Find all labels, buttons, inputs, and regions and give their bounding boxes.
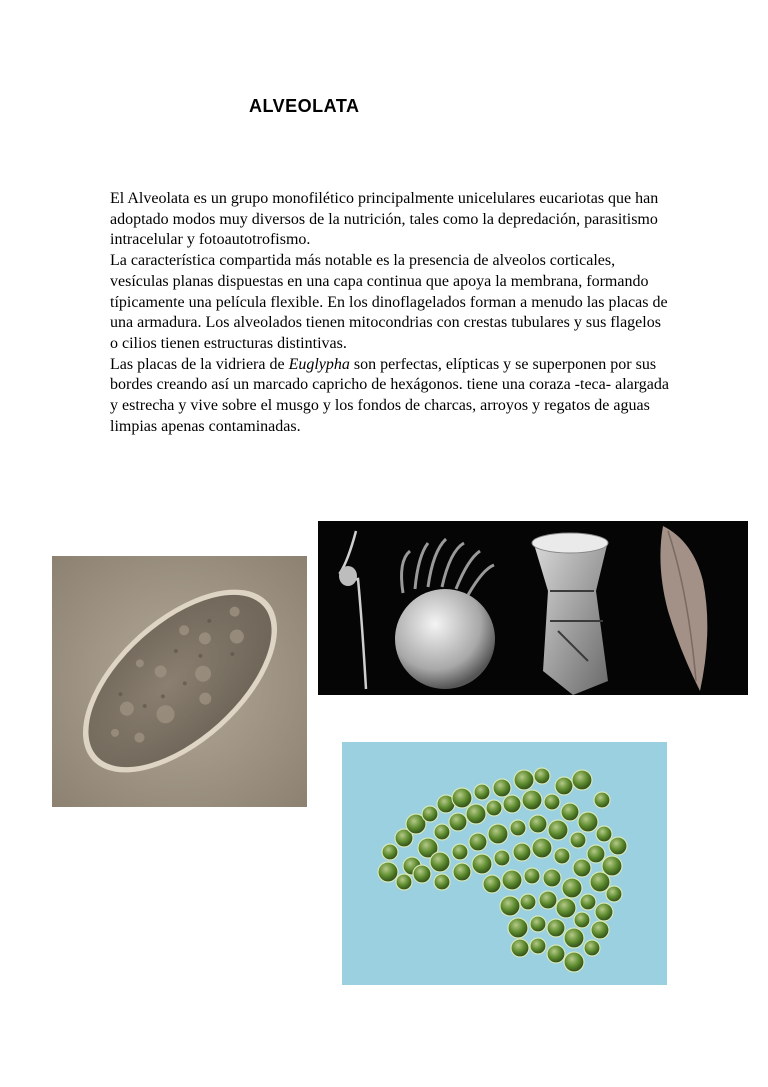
algae-cell bbox=[595, 903, 613, 921]
algae-cell bbox=[452, 844, 468, 860]
algae-cell bbox=[422, 806, 438, 822]
algae-cell bbox=[590, 872, 610, 892]
algae-cell bbox=[508, 918, 528, 938]
dinoflagellates-image bbox=[318, 521, 748, 695]
algae-cell bbox=[547, 919, 565, 937]
algae-cell bbox=[609, 837, 627, 855]
algae-cell bbox=[522, 790, 542, 810]
algae-cell bbox=[430, 852, 450, 872]
paramecium-image bbox=[52, 556, 307, 807]
algae-cell bbox=[554, 848, 570, 864]
algae-cell bbox=[510, 820, 526, 836]
algae-cell bbox=[594, 792, 610, 808]
page-title: ALVEOLATA bbox=[249, 96, 360, 116]
algae-cell bbox=[513, 843, 531, 861]
algae-cell bbox=[466, 804, 486, 824]
algae-cell bbox=[587, 845, 605, 863]
algae-cell bbox=[573, 859, 591, 877]
algae-cell bbox=[548, 820, 568, 840]
algae-cell bbox=[493, 779, 511, 797]
algae-cell bbox=[555, 777, 573, 795]
algae-cell bbox=[530, 916, 546, 932]
paragraph-intro: El Alveolata es un grupo monofilético principalmente unicelulares eucariotas que han adoptado modos muy diversos de la nutrición, tales como la depredación, parasitismo intracelular y fotoautotrofismo. bbox=[110, 190, 659, 249]
algae-cell bbox=[539, 891, 557, 909]
algae-cell bbox=[596, 826, 612, 842]
algae-cell bbox=[574, 912, 590, 928]
algae-cell bbox=[434, 824, 450, 840]
paramecium-illustration bbox=[52, 556, 307, 807]
algae-cell bbox=[532, 838, 552, 858]
paragraph-alveoli: La característica compartida más notable es la presencia de alveolos corticales, vesículas planas dispuestas en una capa continua que apoya la membrana, formando típicamente una película flexible. En los dinoflagelados forman a menudo las placas de una armadura. Los alveolados tienen mitocondrias con crestas tubulares y sus flagelos o cilios tienen estructuras distintivas. bbox=[110, 252, 668, 352]
algae-cell bbox=[511, 939, 529, 957]
algae-cell bbox=[469, 833, 487, 851]
paragraph-euglypha-start: Las placas de la vidriera de bbox=[110, 355, 289, 373]
algae-cell bbox=[452, 788, 472, 808]
algae-cell bbox=[572, 770, 592, 790]
algae-cell bbox=[378, 862, 398, 882]
paragraph-euglypha bbox=[110, 355, 670, 438]
algae-cell bbox=[524, 868, 540, 884]
algae-cell bbox=[547, 945, 565, 963]
algae-cell bbox=[561, 803, 579, 821]
algae-cell bbox=[503, 795, 521, 813]
algae-cell bbox=[564, 928, 584, 948]
algae-cell bbox=[534, 768, 550, 784]
algae-cell bbox=[606, 886, 622, 902]
algae-cell bbox=[556, 898, 576, 918]
algae-cell bbox=[486, 800, 502, 816]
algae-cell bbox=[530, 938, 546, 954]
algae-cell bbox=[580, 894, 596, 910]
algae-cell bbox=[570, 832, 586, 848]
algae-cell bbox=[453, 863, 471, 881]
algae-illustration bbox=[342, 742, 667, 985]
paragraph-euglypha-end: son perfectas, elípticas y se superponen por sus bordes creando así un marcado capricho de hexágonos. tiene una coraza -teca- alargada y estrecha y vive sobre el musgo y los fondos de charcas, arroyos y regatos de aguas limpias apenas contaminadas. bbox=[110, 355, 669, 435]
algae-cell bbox=[474, 784, 490, 800]
algae-cell bbox=[591, 921, 609, 939]
algae-cell bbox=[382, 844, 398, 860]
algae-cell bbox=[544, 794, 560, 810]
algae-cell bbox=[502, 870, 522, 890]
algae-cell bbox=[562, 878, 582, 898]
algae-cell bbox=[413, 865, 431, 883]
algae-cell bbox=[529, 815, 547, 833]
algae-cell bbox=[396, 874, 412, 890]
algae-cell bbox=[483, 875, 501, 893]
body-text bbox=[110, 189, 670, 437]
algae-cell bbox=[564, 952, 584, 972]
algae-cell bbox=[494, 850, 510, 866]
algae-cell bbox=[500, 896, 520, 916]
algae-cell bbox=[584, 940, 600, 956]
algae-cell bbox=[514, 770, 534, 790]
algae-cell bbox=[449, 813, 467, 831]
algae-cell bbox=[488, 824, 508, 844]
algae-cell bbox=[434, 874, 450, 890]
dinoflagellates-illustration bbox=[318, 521, 748, 695]
algae-image bbox=[342, 742, 667, 985]
algae-cell bbox=[520, 894, 536, 910]
algae-cell bbox=[543, 869, 561, 887]
algae-cell bbox=[472, 854, 492, 874]
algae-cell bbox=[578, 812, 598, 832]
euglypha-italic: Euglypha bbox=[288, 355, 350, 373]
